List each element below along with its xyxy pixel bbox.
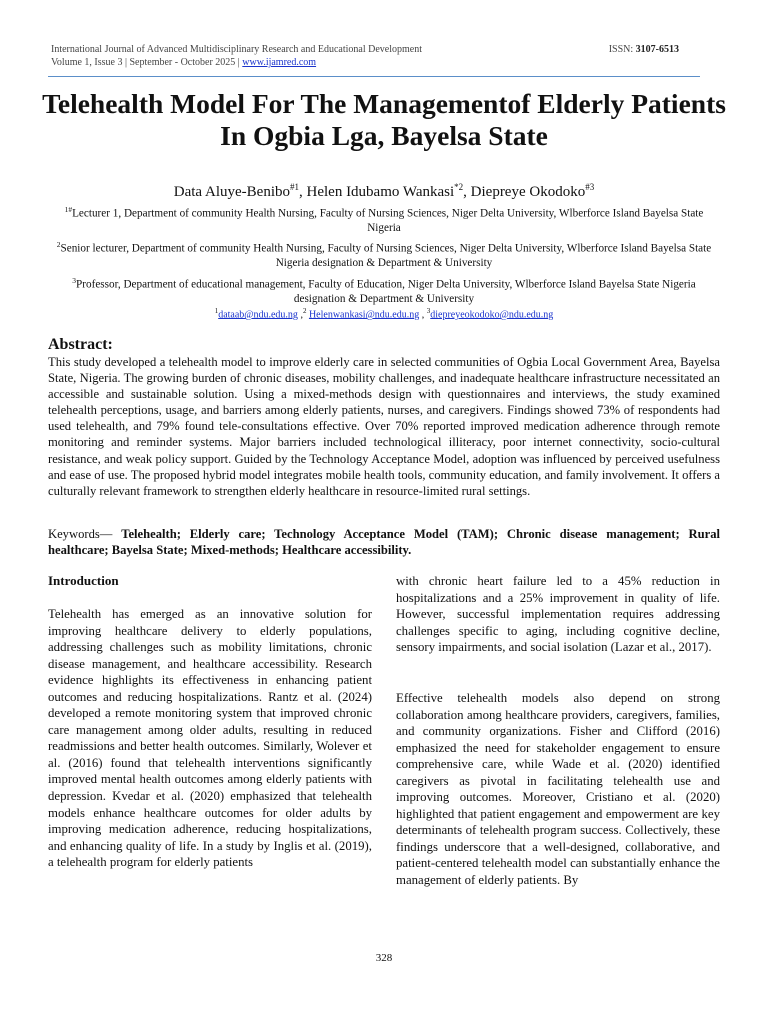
- issn-label: ISSN:: [608, 44, 634, 55]
- issn-value: 3107-6513: [635, 44, 679, 55]
- abstract-heading: Abstract:: [48, 336, 113, 353]
- keywords: [48, 526, 720, 558]
- issn: [609, 43, 679, 56]
- journal-website-link[interactable]: www.ijamred.com: [242, 57, 317, 68]
- author-sup: #3: [585, 182, 595, 192]
- author-sup: *2: [454, 182, 464, 192]
- email-link[interactable]: diepreyeokodoko@ndu.edu.ng: [430, 309, 554, 321]
- abstract-body: This study developed a telehealth model to improve elderly care in selected communities of Ogbia Local Government Area, Bayelsa State, Nigeria. The growing burden of chronic diseases, mobility challenges, and inadequate healthcare infrastructure necessitated an accessible and sustainable solution. Using a mixed-methods design with questionnaires and interviews, the study examined telehealth perceptions, usage, and barriers among elderly patients, nurses, and caregivers. Findings showed 73% of respondents had used telehealth, and 79% found tele-consultations effective. Over 70% reported improved medication adherence through remote monitoring and reminder systems. Major barriers included technological illiteracy, poor internet connectivity, socio-cultural resistance, and weak policy support. Guided by the Technology Acceptance Model, adoption was influenced by perceived usefulness and ease of use. The proposed hybrid model integrates mobile health tools, community education, and family involvement. It offers a culturally relevant framework to strengthen elderly healthcare in resource-limited rural settings.: [48, 355, 720, 498]
- email-list: $^1$dataab@ndu.edu.ng ,$^2$ Helenwankasi@ndu.edu.ng , $^3$diepreyeokodoko@ndu.edu.ng: [214, 307, 554, 321]
- affiliation: [48, 238, 720, 271]
- affiliation: [48, 203, 720, 236]
- author-name: Data Aluye-Benibo: [173, 184, 290, 200]
- affiliation-sup: 3: [72, 276, 77, 285]
- intro-right-paragraph-1: with chronic heart failure led to a 45% reduction in hospitalizations and a 25% improvement in quality of life. However, successful implementation requires addressing challenges specific to aging, including cognitive decline, sensory impairments, and social isolation (Lazar et al., 2017).: [396, 574, 720, 655]
- affiliation-sup: 2: [56, 240, 61, 249]
- email-link[interactable]: dataab@ndu.edu.ng: [218, 309, 298, 321]
- volume-info: Volume 1, Issue 3 | September - October 2025 |: [51, 57, 240, 68]
- affiliation-text: Lecturer 1, Department of community Health Nursing, Faculty of Nursing Sciences, Niger Delta University, Wlberforce Island Bayelsa State Nigeria: [72, 207, 704, 235]
- keywords-label: Keywords—: [48, 527, 113, 541]
- journal-name: International Journal of Advanced Multidisciplinary Research and Educational Development: [51, 44, 422, 55]
- affiliation-text: Professor, Department of educational management, Faculty of Education, Niger Delta University, Wlberforce Island Bayelsa State Nigeria designation & Department & University: [76, 278, 696, 306]
- email-sup: 1: [214, 307, 219, 315]
- page-number: 328: [375, 952, 393, 964]
- email-sup: 3: [426, 307, 431, 315]
- author-name: Helen Idubamo Wankasi: [306, 184, 455, 200]
- author-list: Data Aluye-Benibo$^{\#1}$, Helen Idubamo Wankasi$^{*2}$, Diepreye Okodoko$^{\#3}$: [173, 182, 595, 200]
- email-sup: 2: [302, 307, 307, 315]
- header-divider: [48, 76, 700, 77]
- intro-left-column: Telehealth has emerged as an innovative solution for improving healthcare delivery to elderly populations, addressing challenges such as mobility limitations, chronic disease management, and healthcare accessibility. Research evidence highlights its effectiveness in enhancing patient outcomes and reducing hospitalizations. Rantz et al. (2024) developed a remote monitoring system that improved chronic care management among older adults, resulting in reduced readmissions and better health outcomes. Similarly, Wolever et al. (2016) found that telehealth interventions significantly improved mental health outcomes among elderly patients with depression. Kvedar et al. (2020) emphasized that telehealth models enhance healthcare outcomes for older adults by improving medication adherence, reducing hospitalizations, and enhancing quality of life. In a study by Inglis et al. (2019), a telehealth program for elderly patients: [48, 607, 372, 870]
- paper-title: Telehealth Model For The Managementof Elderly Patients In Ogbia Lga, Bayelsa State: [42, 88, 726, 151]
- author-name: Diepreye Okodoko: [470, 184, 586, 200]
- intro-right-paragraph-2: Effective telehealth models also depend on strong collaboration among healthcare providers, caregivers, families, and community organizations. Fisher and Clifford (2016) emphasized the need for stakeholder engagement to ensure comprehensive care, while Wade et al. (2020) identified caregivers as pivotal in facilitating telehealth use and improving outcomes. Moreover, Cristiano et al. (2020) highlighted that patient engagement and empowerment are key determinants of telehealth program success. Collectively, these findings underscore that a well-designed, collaborative, and patient-centered telehealth model can substantially enhance the management of elderly patients. By: [396, 691, 720, 888]
- introduction-heading: Introduction: [48, 573, 119, 588]
- author-sup: #1: [290, 182, 299, 192]
- affiliation-text: Senior lecturer, Department of community Health Nursing, Faculty of Nursing Sciences, Niger Delta University, Wlberforce Island Bayelsa State Nigeria designation & Department & University: [60, 242, 712, 270]
- journal-header: [51, 43, 721, 69]
- keywords-text: Telehealth; Elderly care; Technology Acceptance Model (TAM); Chronic disease management; Rural healthcare; Bayelsa State; Mixed-methods; Healthcare accessibility.: [48, 527, 720, 558]
- email-link[interactable]: Helenwankasi@ndu.edu.ng: [308, 309, 420, 321]
- affiliation-sup: 1#: [64, 205, 73, 214]
- affiliation: [48, 274, 720, 307]
